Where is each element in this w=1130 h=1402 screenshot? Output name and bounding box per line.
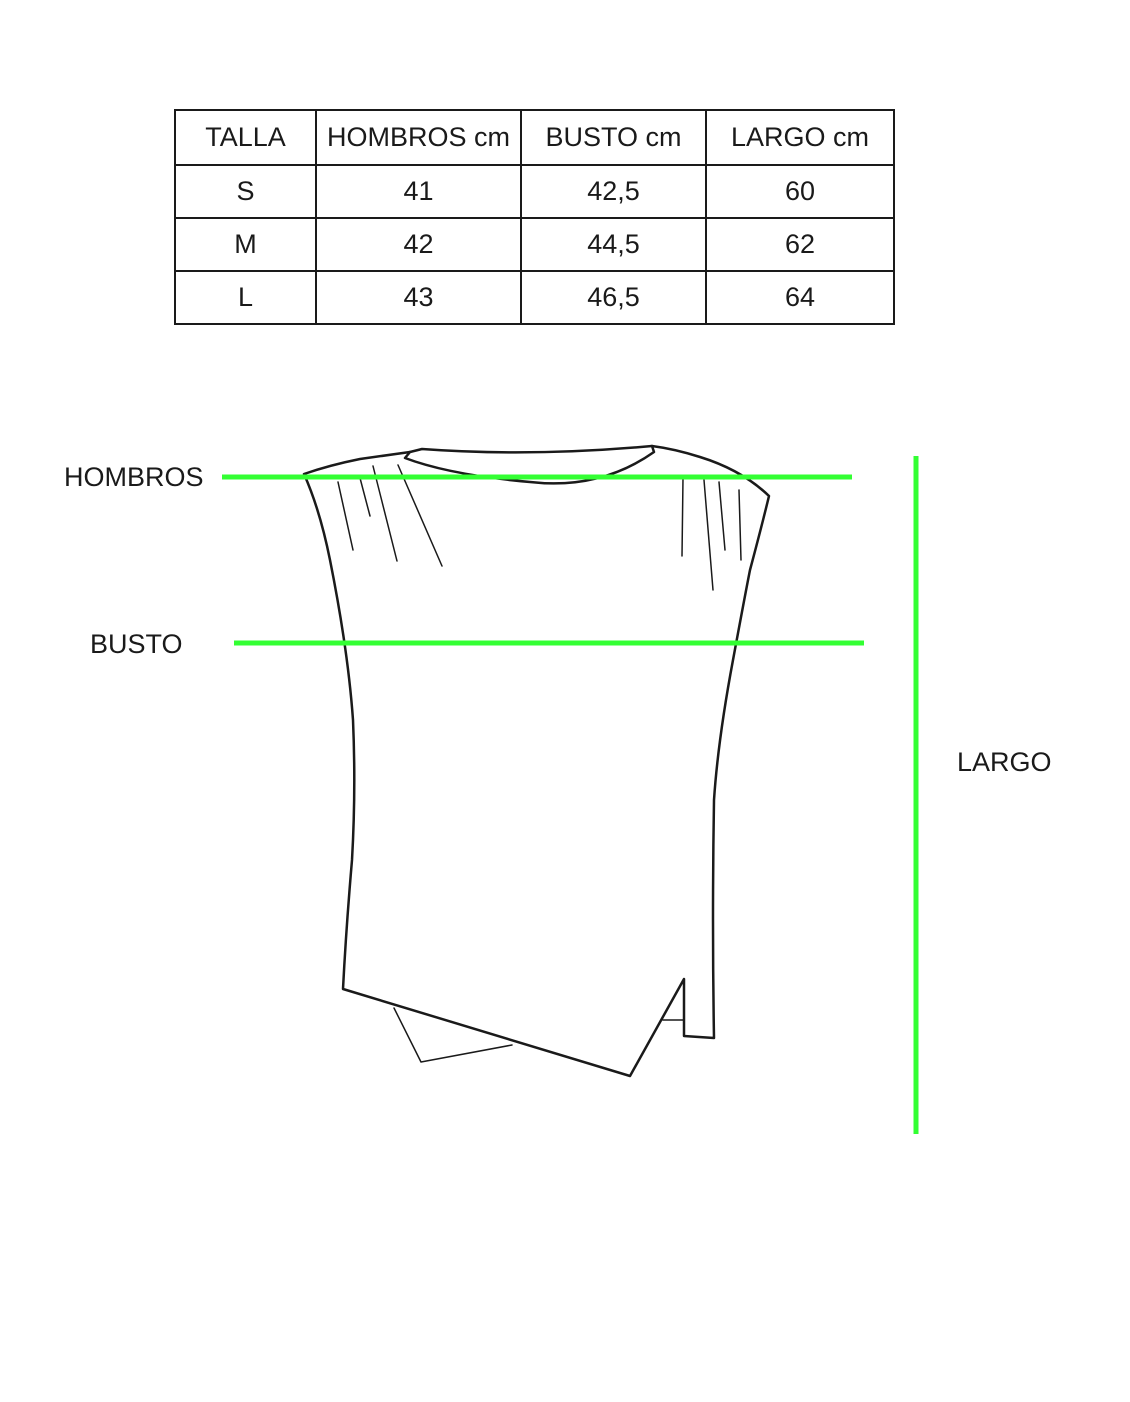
left-shoulder-pleats — [338, 465, 442, 566]
garment-body-outline — [304, 446, 769, 1076]
length-label: LARGO — [957, 747, 1052, 777]
shoulders-cell: 43 — [316, 271, 521, 324]
bust-label: BUSTO — [90, 629, 183, 659]
header-talla: TALLA — [175, 110, 316, 165]
bust-cell: 44,5 — [521, 218, 706, 271]
bust-cell: 42,5 — [521, 165, 706, 218]
length-cell: 60 — [706, 165, 894, 218]
size-cell: S — [175, 165, 316, 218]
bust-cell: 46,5 — [521, 271, 706, 324]
header-busto: BUSTO cm — [521, 110, 706, 165]
top-garment-outline — [304, 446, 769, 1076]
size-cell: L — [175, 271, 316, 324]
shoulders-cell: 41 — [316, 165, 521, 218]
shoulders-label: HOMBROS — [64, 462, 204, 492]
measurement-lines — [222, 456, 916, 1134]
right-shoulder-pleats — [682, 478, 741, 590]
shoulders-cell: 42 — [316, 218, 521, 271]
inner-hem-fold — [394, 1008, 684, 1062]
length-cell: 62 — [706, 218, 894, 271]
size-cell: M — [175, 218, 316, 271]
header-hombros: HOMBROS cm — [316, 110, 521, 165]
length-cell: 64 — [706, 271, 894, 324]
header-largo: LARGO cm — [706, 110, 894, 165]
